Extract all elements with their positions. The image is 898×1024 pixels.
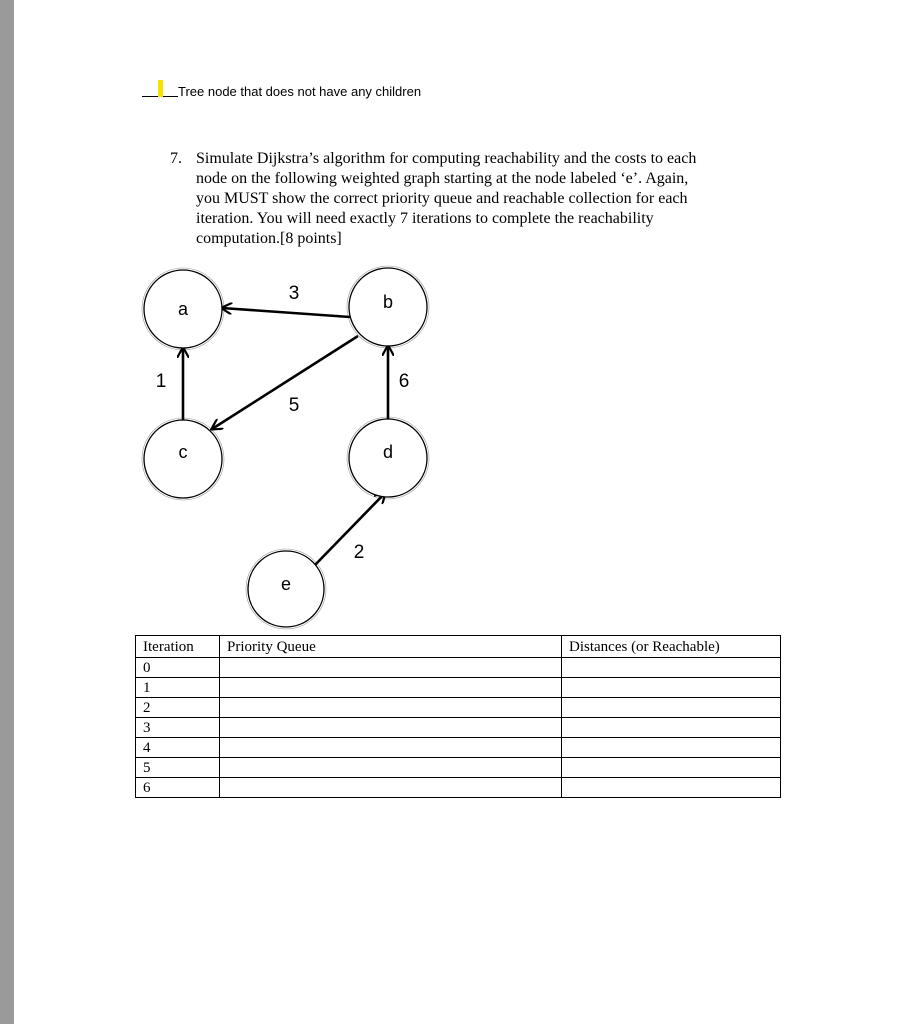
- table-row: [136, 758, 781, 778]
- edge-weight-e-d: 2: [353, 542, 365, 563]
- edge-e-d: [314, 493, 385, 566]
- node-d: [347, 417, 429, 499]
- distances-cell[interactable]: [562, 758, 781, 778]
- node-c: [142, 418, 224, 500]
- tree-node-definition: Tree node that does not have any children: [178, 84, 422, 99]
- question-line: computation.[8 points]: [196, 230, 342, 247]
- distances-cell[interactable]: [562, 778, 781, 798]
- iteration-number: 3: [136, 718, 220, 738]
- iteration-table: [135, 635, 781, 798]
- priority-queue-cell[interactable]: [220, 718, 562, 738]
- question-line: you MUST show the correct priority queue and reachable collection for each: [196, 190, 688, 207]
- edge-weight-b-a: 3: [288, 283, 300, 304]
- node-label-e: e: [280, 573, 292, 594]
- question-line: node on the following weighted graph starting at the node labeled ‘e’. Again,: [196, 170, 689, 187]
- iteration-number: 2: [136, 698, 220, 718]
- table-row: [136, 778, 781, 798]
- node-label-a: a: [177, 298, 189, 319]
- edge-weight-c-a: 1: [155, 371, 167, 392]
- priority-queue-cell[interactable]: [220, 658, 562, 678]
- node-label-b: b: [382, 291, 394, 312]
- node-label-d: d: [382, 441, 394, 462]
- table-header-row: [136, 636, 781, 658]
- table-row: [136, 738, 781, 758]
- edge-weight-d-b: 6: [398, 371, 410, 392]
- distances-cell[interactable]: [562, 718, 781, 738]
- question-line: iteration. You will need exactly 7 iterations to complete the reachability: [196, 210, 654, 227]
- distances-cell[interactable]: [562, 658, 781, 678]
- header-iteration: Iteration: [136, 636, 220, 658]
- edge-b-a: [222, 308, 350, 317]
- table-row: [136, 698, 781, 718]
- priority-queue-cell[interactable]: [220, 698, 562, 718]
- distances-cell[interactable]: [562, 698, 781, 718]
- priority-queue-cell[interactable]: [220, 738, 562, 758]
- weighted-graph: [14, 0, 898, 640]
- priority-queue-cell[interactable]: [220, 758, 562, 778]
- distances-cell[interactable]: [562, 678, 781, 698]
- document-page: [14, 0, 898, 1024]
- question-line: Simulate Dijkstra’s algorithm for computing reachability and the costs to each: [196, 150, 697, 167]
- node-b: [347, 266, 429, 348]
- table-row: [136, 658, 781, 678]
- iteration-number: 6: [136, 778, 220, 798]
- table-row: [136, 718, 781, 738]
- table-row: [136, 678, 781, 698]
- iteration-number: 4: [136, 738, 220, 758]
- header-priority-queue: Priority Queue: [220, 636, 562, 658]
- header-distances: Distances (or Reachable): [562, 636, 781, 658]
- node-a: [142, 268, 224, 350]
- node-e: [246, 549, 326, 629]
- iteration-number: 1: [136, 678, 220, 698]
- distances-cell[interactable]: [562, 738, 781, 758]
- edge-weight-b-c: 5: [288, 395, 300, 416]
- node-label-c: c: [178, 441, 188, 462]
- iteration-number: 0: [136, 658, 220, 678]
- question-number: 7.: [170, 150, 182, 167]
- priority-queue-cell[interactable]: [220, 778, 562, 798]
- priority-queue-cell[interactable]: [220, 678, 562, 698]
- left-gutter: [0, 0, 14, 1024]
- edge-b-c: [212, 336, 358, 429]
- iteration-number: 5: [136, 758, 220, 778]
